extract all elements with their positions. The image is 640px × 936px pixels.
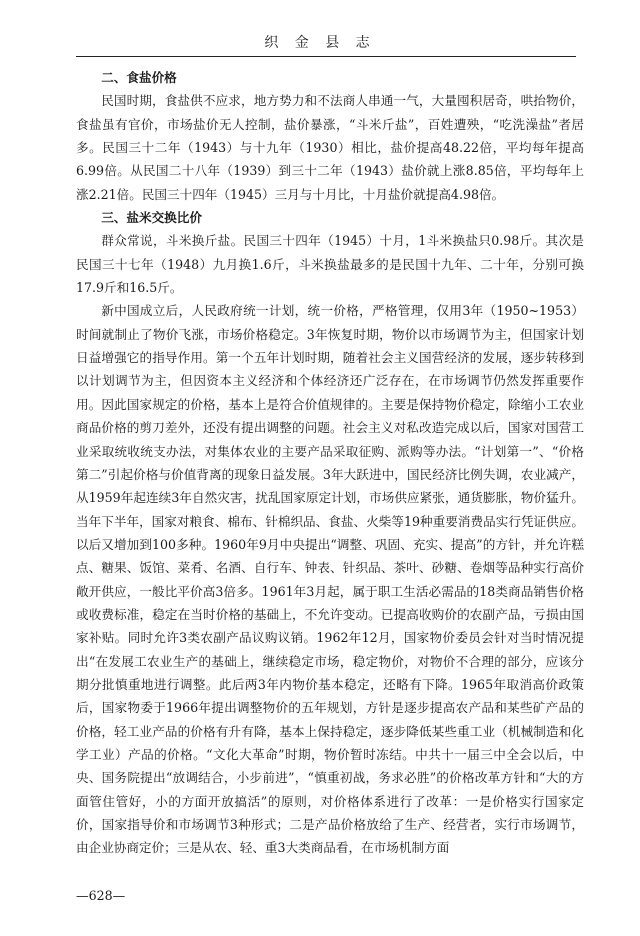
header-rule — [76, 56, 576, 57]
paragraph: 民国时期，食盐供不应求，地方势力和不法商人串通一气，大量囤积居奇，哄抬物价，食盐虽有官价，市场盐价无人控制，盐价暴涨，“斗米斤盐”，百姓遭殃，“吃洗澡盐”者居多。民国三十二年（1943）与十九年（1930）相比，盐价提高48.22倍，平均每年提高6.99倍。从民国二十八年（1939）到三十二年（1943）盐价就上涨8.85倍，平均每年上涨2.21倍。民国三十四年（1945）三月与十月比，十月盐价就提高4.98倍。 — [76, 93, 584, 202]
running-head: 织 金 县 志 — [264, 35, 376, 51]
paragraph: 群众常说，斗米换斤盐。民国三十四年（1945）十月，1斗米换盐只0.98斤。其次是民国三十七年（1948）九月换1.6斤，斗米换盐最多的是民国十九年、二十年，分别可换17.9斤和16.5斤。 — [76, 233, 584, 296]
section-heading-salt-price: 二、食盐价格 — [101, 70, 177, 85]
paragraph: 新中国成立后，人民政府统一计划，统一价格，严格管理，仅用3年（1950~1953）时间就制止了物价飞涨，市场价格稳定。3年恢复时期，物价以市场调节为主，但国家计划日益增强它的指导作用。第一个五年计划时期，随着社会主义国营经济的发展，逐步转移到以计划调节为主，但因资本主义经济和个体经济还广泛存在，在市场调节仍然发挥重要作用。因此国家规定的价格，基本上是符合价值规律的。主要是保持物价稳定，除缩小工农业商品价格的剪刀差外，还没有提出调整的问题。社会主义对私改造完成以后，国家对国营工业采取统收统支办法，对集体农业的主要产品采取征购、派购等办法。“计划第一”、“价格第二”引起价格与价值背离的现象日益发展。3年大跃进中，国民经济比例失调，农业减产，从1959年起连续3年自然灾害，扰乱国家原定计划，市场供应紧张，通货膨胀，物价猛升。当年下半年，国家对粮食、棉布、针棉织品、食盐、火柴等19种重要消费品实行凭证供应。以后又增加到100多种。1960年9月中央提出“调整、巩固、充实、提高”的方针，并允许糕点、糖果、饭馆、菜肴、名酒、自行车、钟表、针织品、茶叶、砂糖、卷烟等品种实行高价敞开供应，一般比平价高3倍多。1961年3月起，属于职工生活必需品的18类商品销售价格或收费标准，稳定在当时价格的基础上，不允许变动。已提高收购价的农副产品，亏损由国家补贴。同时允许3类农副产品议购议销。1962年12月，国家物价委员会针对当时情况提出“在发展工农业生产的基础上，继续稳定市场，稳定物价，对物价不合理的部分，应该分期分批慎重地进行调整。此后两3年内物价基本稳定，还略有下降。1965年取消高价政策后，国家物委于1966年提出调整物价的五年规划，方针是逐步提高农产品和某些矿产品的价格，轻工业产品的价格有升有降，基本上保持稳定，逐步降低某些重工业（机械制造和化学工业）产品的价格。“文化大革命”时期，物价暂时冻结。中共十一届三中全会以后，中央、国务院提出“放调结合，小步前进”，“慎重初战，务求必胜”的价格改革方针和“大的方面管住管好，小的方面开放搞活”的原则，对价格体系进行了改革：一是价格实行国家定价，国家指导价和市场调节3种形式；二是产品价格放给了生产、经营者，实行市场调节，由企业协商定价；三是从农、轻、重3大类商品看，在市场机制方面 — [76, 303, 584, 856]
section-heading-salt-rice-ratio: 三、盐米交换比价 — [101, 210, 202, 226]
page-number: —628— — [76, 888, 126, 903]
body-text — [76, 66, 584, 860]
